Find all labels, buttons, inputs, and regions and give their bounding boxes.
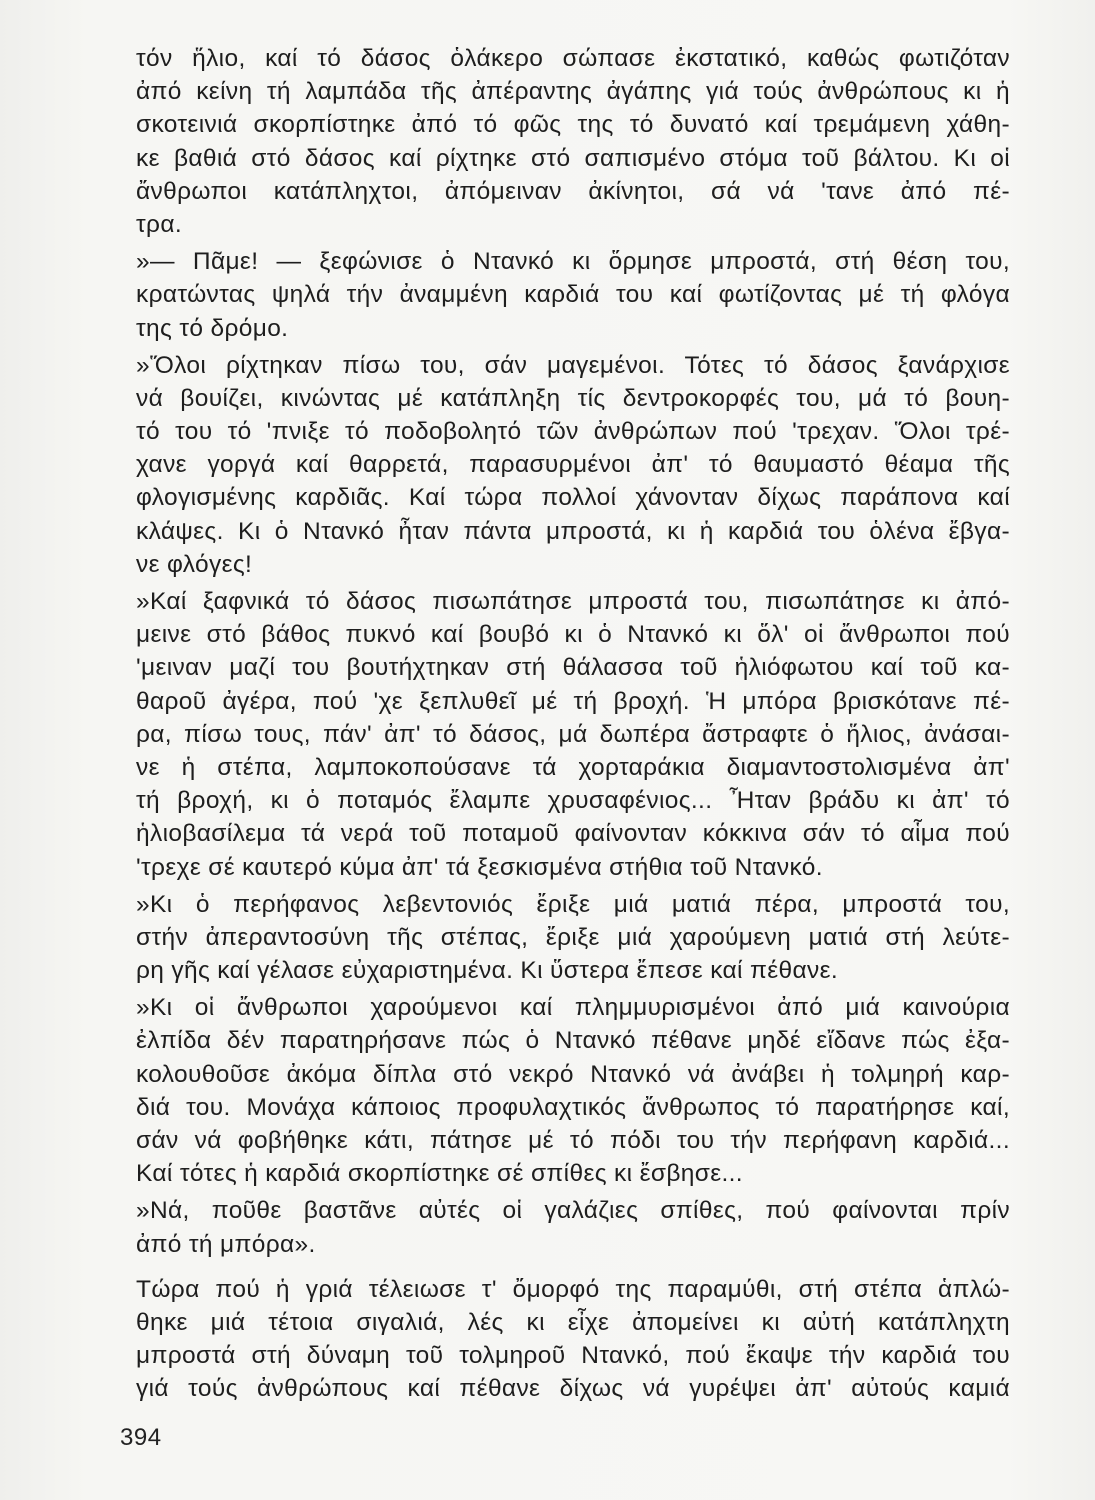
text-line: »— Πᾶμε! — ξεφώνισε ὁ Ντανκό κι ὅρμησε μπροστά, στή θέση του, [136, 248, 1010, 276]
text-line: νά βουίζει, κινώντας μέ κατάπληξη τίς δεντροκορφές του, μά τό βουη- [136, 384, 1010, 412]
paragraph [136, 349, 1010, 581]
text-line: της τό δρόμο. [136, 314, 289, 342]
text-line: κλάψες. Κι ὁ Ντανκό ἦταν πάντα μπροστά, κι ἡ καρδιά του ὁλένα ἔβγα- [136, 517, 1010, 545]
text-line: »Κι ὁ περήφανος λεβεντονιός ἔριξε μιά ματιά πέρα, μπροστά του, [136, 890, 1010, 918]
text-line: θηκε μιά τέτοια σιγαλιά, λές κι εἶχε ἀπομείνει κι αὐτή κατάπληχτη [136, 1308, 1010, 1336]
paragraph [136, 585, 1010, 884]
text-line: ἀπό τή μπόρα». [136, 1230, 316, 1258]
text-line: »Κι οἱ ἄνθρωποι χαρούμενοι καί πλημμυρισμένοι ἀπό μιά καινούρια [136, 994, 1010, 1022]
text-line: ἀπό κείνη τή λαμπάδα τῆς ἀπέραντης ἀγάπης γιά τούς ἀνθρώπους κι ἡ [136, 78, 1010, 106]
paragraph [136, 245, 1010, 345]
text-line: »Καί ξαφνικά τό δάσος πισωπάτησε μπροστά του, πισωπάτησε κι ἀπό- [136, 588, 1010, 615]
text-line: Καί τότες ἡ καρδιά σκορπίστηκε σέ σπίθες κι ἔσβησε... [136, 1160, 743, 1188]
text-line: ρα, πίσω τους, πάν' ἀπ' τό δάσος, μά δωπέρα ἄστραφτε ὁ ἥλιος, ἀνάσαι- [136, 720, 1010, 748]
text-line: τή βροχή, κι ὁ ποταμός ἔλαμπε χρυσαφένιος... Ἦταν βράδυ κι ἀπ' τό [136, 787, 1010, 815]
text-line: τό του τό 'πνιξε τό ποδοβολητό τῶν ἀνθρώπων πού 'τρεχαν. Ὅλοι τρέ- [136, 418, 1010, 446]
page-number: 394 [120, 1424, 162, 1451]
text-line: ἐλπίδα δέν παρατηρήσανε πώς ὁ Ντανκό πέθανε μηδέ εἴδανε πώς ἐξα- [136, 1027, 1010, 1055]
text-line: γιά τούς ἀνθρώπους καί πέθανε δίχως νά γυρέψει ἀπ' αὐτούς καμιά [136, 1375, 1010, 1403]
text-line: ἄνθρωποι κατάπληχτοι, ἀπόμειναν ἀκίνητοι, σά νά 'τανε ἀπό πέ- [136, 177, 1010, 205]
text-line: σκοτεινιά σκορπίστηκε ἀπό τό φῶς της τό δυνατό καί τρεμάμενη χάθη- [136, 111, 1010, 139]
text-line: θαροῦ ἀγέρα, πού 'χε ξεπλυθεῖ μέ τή βροχή. Ἡ μπόρα βρισκότανε πέ- [136, 687, 1010, 715]
text-line: νε ἡ στέπα, λαμποκοπούσανε τά χορταράκια διαμαντοστολισμένα ἀπ' [136, 753, 1010, 781]
text-line: φλογισμένης καρδιᾶς. Καί τώρα πολλοί χάνονταν δίχως παράπονα καί [136, 484, 1010, 512]
text-line: κολουθοῦσε ἀκόμα δίπλα στό νεκρό Ντανκό νά ἀνάβει ἡ τολμηρή καρ- [136, 1060, 1010, 1088]
text-line: 'μειναν μαζί του βουτήχτηκαν στή θάλασσα τοῦ ἡλιόφωτου καί τοῦ κα- [136, 654, 1010, 682]
text-line: διά του. Μονάχα κάποιος προφυλαχτικός ἄνθρωπος τό παρατήρησε καί, [136, 1093, 1010, 1121]
paragraph [136, 888, 1010, 988]
text-line: ἡλιοβασίλεμα τά νερά τοῦ ποταμοῦ φαίνονταν κόκκινα σάν τό αἷμα πού [136, 820, 1010, 848]
paragraph [136, 1273, 1010, 1406]
text-line: Τώρα πού ἡ γριά τέλειωσε τ' ὄμορφό της παραμύθι, στή στέπα ἁπλώ- [136, 1275, 1010, 1303]
text-line: στήν ἀπεραντοσύνη τῆς στέπας, ἔριξε μιά χαρούμενη ματιά στή λεύτε- [136, 923, 1010, 951]
text-line: κρατώντας ψηλά τήν ἀναμμένη καρδιά του καί φωτίζοντας μέ τή φλόγα [136, 281, 1010, 309]
page-body-text [136, 42, 1010, 1406]
text-line: μεινε στό βάθος πυκνό καί βουβό κι ὁ Ντανκό κι ὅλ' οἱ ἄνθρωποι πού [136, 621, 1010, 649]
text-line: μπροστά στή δύναμη τοῦ τολμηροῦ Ντανκό, πού ἔκαψε τήν καρδιά του [136, 1342, 1010, 1370]
text-line: τρα. [136, 210, 182, 238]
text-line: 'τρεχε σέ καυτερό κύμα ἀπ' τά ξεσκισμένα στήθια τοῦ Ντανκό. [136, 853, 823, 881]
text-line: »Νά, ποῦθε βαστᾶνε αὐτές οἱ γαλάζιες σπίθες, πού φαίνονται πρίν [136, 1197, 1010, 1225]
paragraph [136, 1194, 1010, 1260]
paragraph [136, 42, 1010, 241]
text-line: σάν νά φοβήθηκε κάτι, πάτησε μέ τό πόδι του τήν περήφανη καρδιά... [136, 1127, 1010, 1154]
text-line: νε φλόγες! [136, 550, 253, 578]
paragraph [136, 991, 1010, 1190]
text-line: κε βαθιά στό δάσος καί ρίχτηκε στό σαπισμένο στόμα τοῦ βάλτου. Κι οἱ [136, 144, 1010, 172]
text-line: τόν ἥλιο, καί τό δάσος ὁλάκερο σώπασε ἐκστατικό, καθώς φωτιζόταν [136, 45, 1010, 72]
text-line: ρη γῆς καί γέλασε εὐχαριστημένα. Κι ὕστερα ἔπεσε καί πέθανε. [136, 957, 839, 985]
text-line: χανε γοργά καί θαρρετά, παρασυρμένοι ἀπ' τό θαυμαστό θέαμα τῆς [136, 451, 1010, 479]
text-line: »Ὅλοι ρίχτηκαν πίσω του, σάν μαγεμένοι. Τότες τό δάσος ξανάρχισε [136, 351, 1010, 379]
